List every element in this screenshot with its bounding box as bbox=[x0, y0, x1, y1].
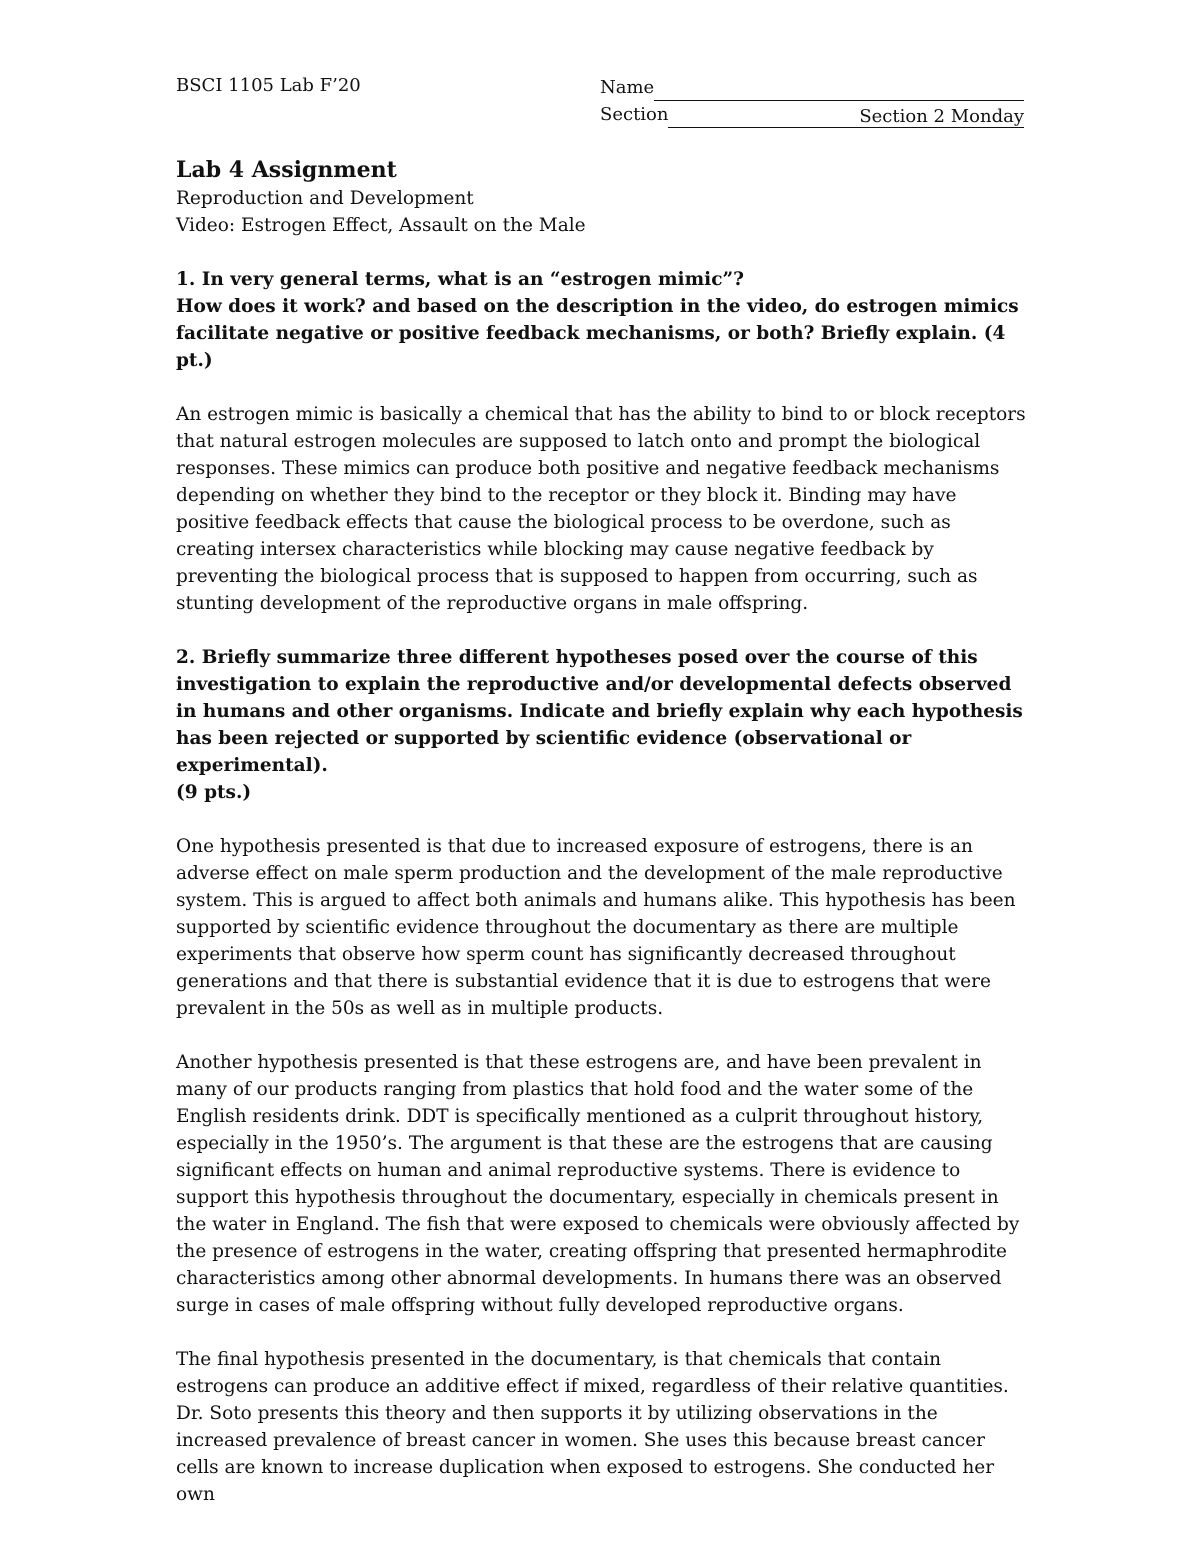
section-field[interactable]: Section 2 Monday bbox=[668, 107, 1024, 128]
course-label: BSCI 1105 Lab F’20 bbox=[176, 75, 361, 96]
name-row bbox=[600, 74, 1024, 101]
question-2: 2. Briefly summarize three different hypotheses posed over the course of this investigation to explain the reproductive and/or developmental defects observed in humans and other organisms. Indicate and briefly explain why each hypothesis has been rejected or supported by scientific evidence (observational or experimental). bbox=[176, 647, 1023, 776]
name-label: Name bbox=[600, 77, 655, 98]
section-label: Section bbox=[600, 104, 669, 125]
answer-2-hypothesis-1: One hypothesis presented is that due to increased exposure of estrogens, there is an adverse effect on male sperm production and the development of the male reproductive system. This is argued to affect both animals and humans alike. This hypothesis has been supported by scientific evidence throughout the documentary as there are multiple experiments that observe how sperm count has significantly decreased throughout generations and that there is substantial evidence that it is due to estrogens that were prevalent in the 50s as well as in multiple products. bbox=[176, 836, 1016, 1019]
document-body bbox=[176, 155, 1026, 1508]
page-title: Lab 4 Assignment bbox=[176, 157, 397, 183]
answer-2-hypothesis-3: The final hypothesis presented in the documentary, is that chemicals that contain estrogens can produce an additive effect if mixed, regardless of their relative quantities. Dr. Soto presents this theory and then supports it by utilizing observations in the increased prevalence of breast cancer in women. She uses this because breast cancer cells are known to increase duplication when exposed to estrogens. She conducted her own bbox=[176, 1349, 1009, 1505]
answer-1: An estrogen mimic is basically a chemical that has the ability to bind to or block receptors that natural estrogen molecules are supposed to latch onto and prompt the biological responses. These mimics can produce both positive and negative feedback mechanisms depending on whether they bind to the receptor or they block it. Binding may have positive feedback effects that cause the biological process to be overdone, such as creating intersex characteristics while blocking may cause negative feedback by preventing the biological process that is supposed to happen from occurring, such as stunting development of the reproductive organs in male offspring. bbox=[176, 404, 1026, 614]
video-line: Video: Estrogen Effect, Assault on the Male bbox=[176, 215, 586, 236]
answer-2-hypothesis-2: Another hypothesis presented is that these estrogens are, and have been prevalent in many of our products ranging from plastics that hold food and the water some of the English residents drink. DDT is specifically mentioned as a culprit throughout history, especially in the 1950’s. The argument is that these are the estrogens that are causing significant effects on human and animal reproductive systems. There is evidence to support this hypothesis throughout the documentary, especially in chemicals present in the water in England. The fish that were exposed to chemicals were obviously affected by the presence of estrogens in the water, creating offspring that presented hermaphrodite characteristics among other abnormal developments. In humans there was an observed surge in cases of male offspring without fully developed reproductive organs. bbox=[176, 1052, 1020, 1316]
section-row bbox=[600, 101, 1024, 128]
name-field[interactable] bbox=[654, 80, 1024, 101]
student-info bbox=[600, 74, 1024, 128]
question-1-line1: 1. In very general terms, what is an “estrogen mimic”? bbox=[176, 269, 744, 290]
doc-subtitle: Reproduction and Development bbox=[176, 188, 474, 209]
question-2-points: (9 pts.) bbox=[176, 782, 252, 803]
question-1-line2: How does it work? and based on the description in the video, do estrogen mimics facilitate negative or positive feedback mechanisms, or both? Briefly explain. (4 pt.) bbox=[176, 296, 1019, 371]
